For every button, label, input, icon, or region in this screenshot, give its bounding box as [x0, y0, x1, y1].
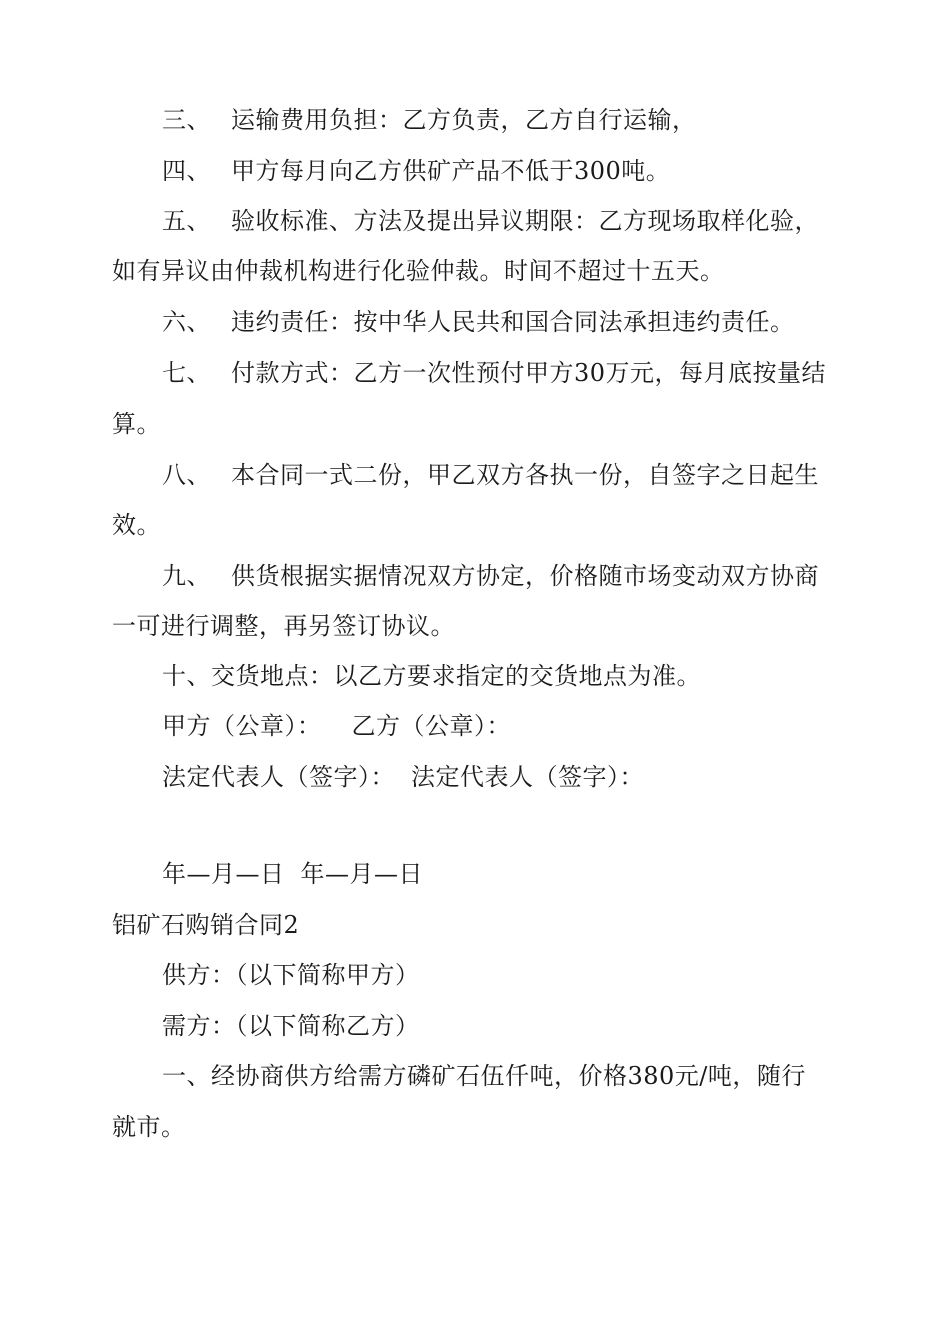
contract-2-title: 铝矿石购销合同2 [112, 911, 300, 939]
clause-10: 十、交货地点：以乙方要求指定的交货地点为准。 [162, 662, 701, 690]
clause-number: 九、 [162, 562, 211, 590]
clause-number: 三、 [162, 106, 211, 134]
clause-text: 本合同一式二份，甲乙双方各执一份，自签字之日起生 [231, 461, 819, 489]
clause-number: 四、 [162, 157, 211, 185]
clause-number: 七、 [162, 359, 211, 387]
clause-number: 八、 [162, 461, 211, 489]
clause-number: 六、 [162, 308, 211, 336]
buyer-line: 需方：（以下简称乙方） [162, 1012, 420, 1040]
clause-8 [162, 458, 819, 492]
seal-line [162, 709, 511, 743]
party-b-representative: 法定代表人（签字）： [411, 763, 644, 791]
party-a-representative: 法定代表人（签字）： [162, 763, 395, 791]
contract-2-clause-1-continued: 就市。 [112, 1113, 186, 1141]
clause-text: 付款方式：乙方一次性预付甲方30万元，每月底按量结 [231, 359, 827, 387]
clause-7 [162, 356, 826, 390]
clause-6 [162, 305, 795, 339]
clause-5-continued: 如有异议由仲裁机构进行化验仲裁。时间不超过十五天。 [112, 257, 725, 285]
party-b-seal: 乙方（公章）： [351, 712, 511, 740]
date-party-a: 年—月—日 [162, 860, 285, 888]
clause-9-continued: 一可进行调整，再另签订协议。 [112, 612, 455, 640]
clause-8-continued: 效。 [112, 511, 161, 539]
supplier-line: 供方：（以下简称甲方） [162, 961, 420, 989]
clause-text: 验收标准、方法及提出异议期限：乙方现场取样化验， [231, 207, 819, 235]
representative-line [162, 760, 644, 794]
clause-3 [162, 103, 697, 137]
party-a-seal: 甲方（公章）： [162, 712, 322, 740]
clause-9 [162, 559, 819, 593]
clause-5 [162, 204, 819, 238]
clause-text: 运输费用负担：乙方负责，乙方自行运输， [231, 106, 697, 134]
clause-number: 五、 [162, 207, 211, 235]
clause-text: 供货根据实据情况双方协定，价格随市场变动双方协商 [231, 562, 819, 590]
clause-text: 违约责任：按中华人民共和国合同法承担违约责任。 [231, 308, 795, 336]
date-party-b: 年—月—日 [300, 860, 423, 888]
clause-text: 甲方每月向乙方供矿产品不低于300吨。 [231, 157, 671, 185]
clause-4 [162, 154, 670, 188]
date-line [162, 857, 423, 891]
contract-2-clause-1: 一、经协商供方给需方磷矿石伍仟吨，价格380元/吨，随行 [162, 1062, 806, 1090]
clause-7-continued: 算。 [112, 410, 161, 438]
